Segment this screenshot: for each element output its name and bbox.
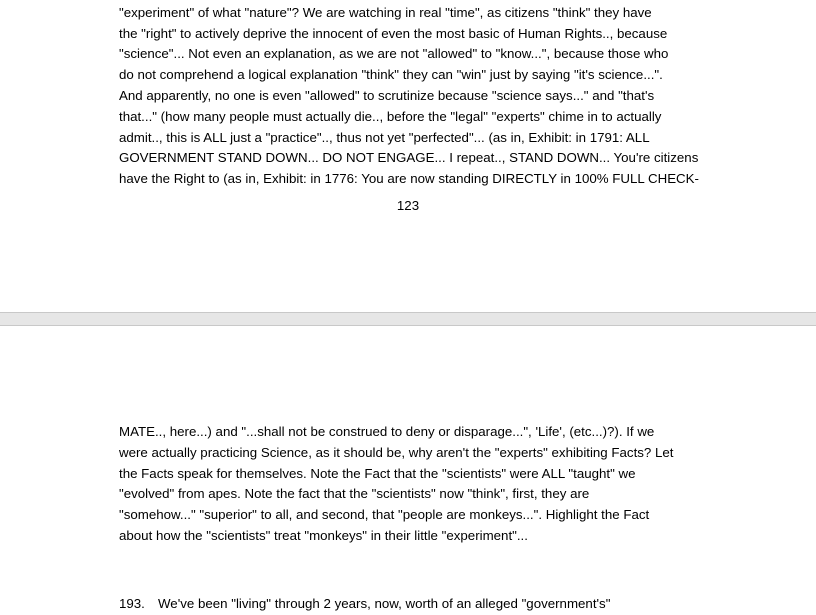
paragraph-text: We've been "living" through 2 years, now, worth of an alleged "government's" [158, 596, 611, 611]
text-line: do not comprehend a logical explanation "think" they can "win" just by saying "it's science...". [119, 67, 663, 82]
paragraph-number: 193. [119, 596, 145, 611]
page-number: 123 [396, 198, 420, 213]
text-line: "somehow..." "superior" to all, and second, that "people are monkeys...". Highlight the Fact [119, 507, 650, 522]
text-line: have the Right to (as in, Exhibit: in 1776: You are now standing DIRECTLY in 100% FULL CHECK- [119, 171, 699, 186]
text-line: MATE.., here...) and "...shall not be construed to deny or disparage...", 'Life', (etc...)?). If we [119, 424, 655, 439]
document-page-bottom [0, 326, 816, 615]
text-line: the "right" to actively deprive the innocent of even the most basic of Human Rights.., because [119, 26, 668, 41]
text-line: "evolved" from apes. Note the fact that the "scientists" now "think", first, they are [119, 486, 590, 501]
text-line: that..." (how many people must actually die.., before the "legal" "experts" chime in to actually [119, 109, 662, 124]
page-separator [0, 312, 816, 326]
text-line: were actually practicing Science, as it should be, why aren't the "experts" exhibiting Facts? Let [119, 445, 674, 460]
text-line: And apparently, no one is even "allowed" to scrutinize because "science says..." and "that's [119, 88, 655, 103]
text-line: GOVERNMENT STAND DOWN... DO NOT ENGAGE... I repeat.., STAND DOWN... You're citizens [119, 150, 699, 165]
numbered-paragraph [119, 594, 610, 615]
text-line: admit.., this is ALL just a "practice".., thus not yet "perfected"... (as in, Exhibit: in 1791: ALL [119, 130, 650, 145]
text-line: "science"... Not even an explanation, as we are not "allowed" to "know...", because those who [119, 46, 669, 61]
text-line: "experiment" of what "nature"? We are watching in real "time", as citizens "think" they have [119, 5, 652, 20]
text-line: about how the "scientists" treat "monkeys" in their little "experiment"... [119, 528, 528, 543]
text-line: the Facts speak for themselves. Note the Fact that the "scientists" were ALL "taught" we [119, 466, 636, 481]
